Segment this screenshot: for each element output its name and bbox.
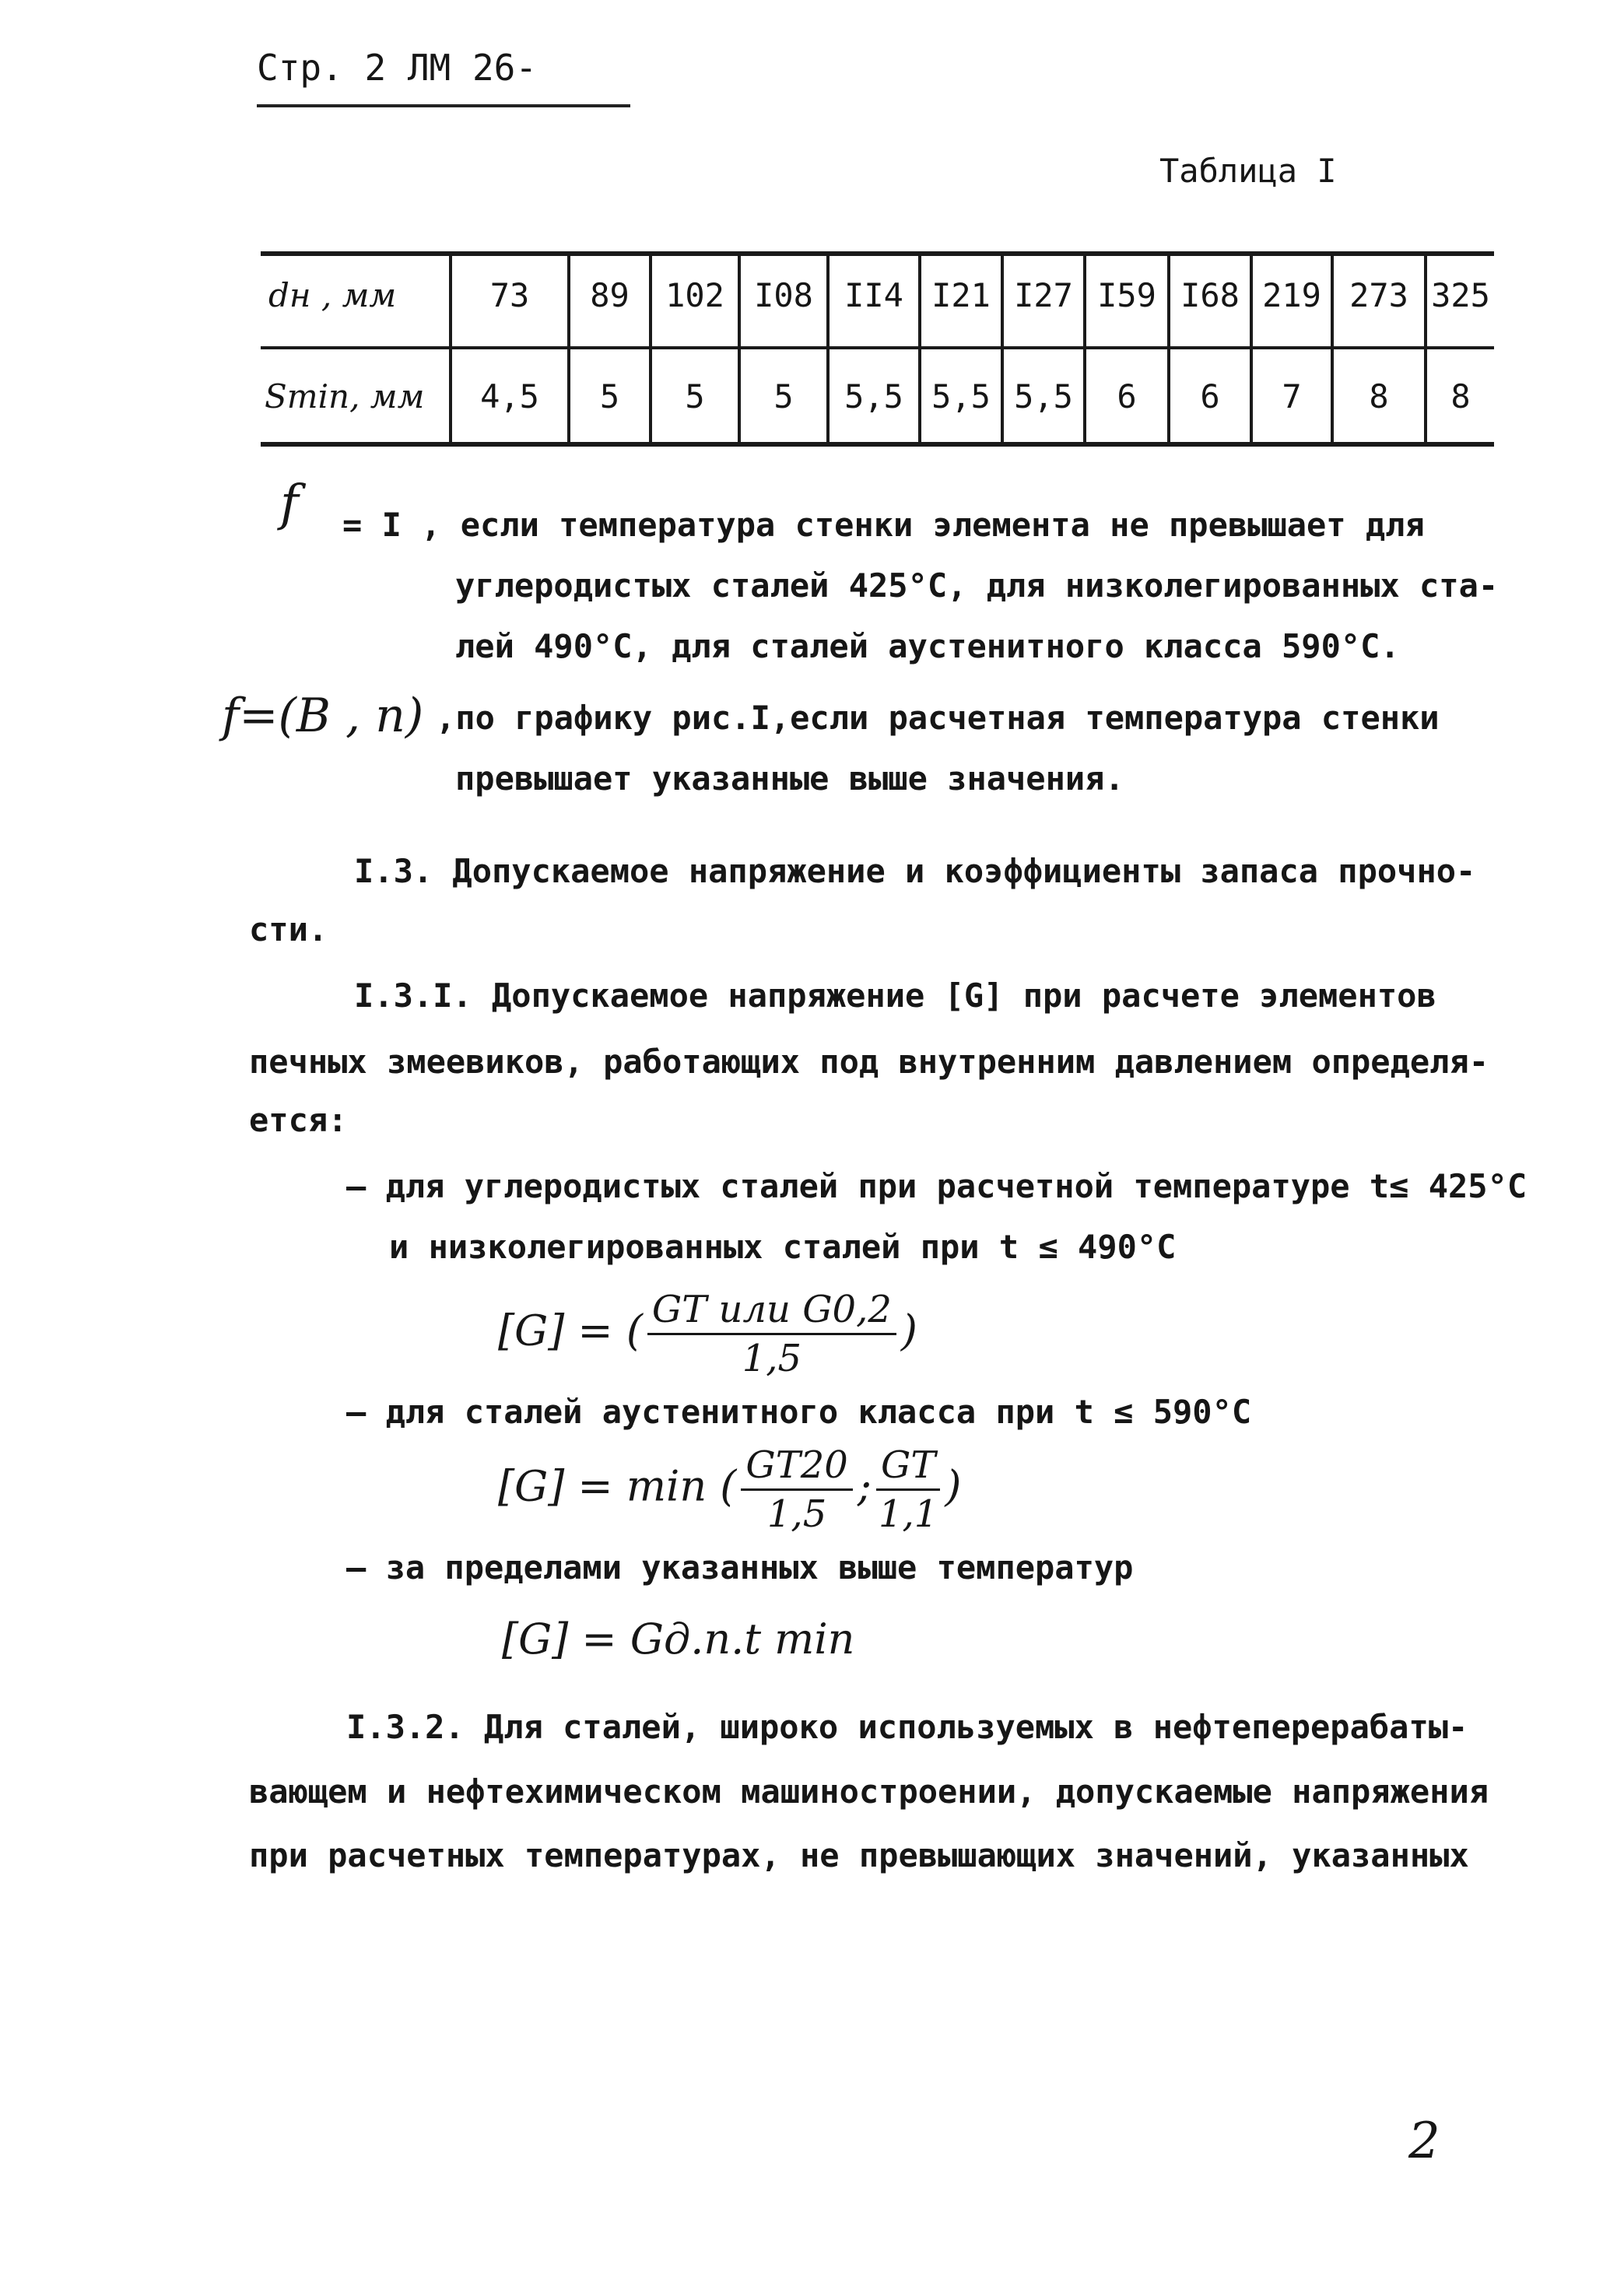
section-1-3-heading-cont: сти.	[249, 910, 328, 948]
section-1-3-1-line-3: ется:	[249, 1101, 348, 1139]
bullet-carbon-steels-cont: и низколегированных сталей при t ≤ 490°С	[389, 1228, 1177, 1266]
f-def-line-3: лей 490°С, для сталей аустенитного класса 590°С.	[455, 627, 1400, 665]
header-underline	[257, 104, 630, 107]
fraction: $\frac{GT}{1,1}$	[876, 1443, 940, 1536]
table-cell: I27	[1014, 276, 1073, 314]
table-caption: Таблица I	[1159, 152, 1337, 190]
bullet-carbon-steels: – для углеродистых сталей при расчетной температуре t≤ 425°С	[346, 1167, 1528, 1205]
page-header: Стр. 2 ЛМ 26-	[257, 47, 538, 89]
table-cell: I68	[1180, 276, 1240, 314]
table-cell: 8	[1369, 377, 1389, 415]
table-cell: 89	[590, 276, 630, 314]
bullet-austenitic-steels: – для сталей аустенитного класса при t ≤ 590°С	[346, 1393, 1252, 1431]
section-1-3-1-line-1: I.3.I. Допускаемое напряжение [G] при расчете элементов	[354, 976, 1436, 1015]
section-1-3-2-line-1: I.3.2. Для сталей, широко используемых в нефтеперерабаты-	[346, 1708, 1468, 1746]
table-cell: 4,5	[480, 377, 539, 415]
bullet-outside-temperatures: – за пределами указанных выше температур	[346, 1548, 1134, 1587]
table-cell: 102	[665, 276, 724, 314]
fraction: $\frac{GT20}{1,5}$	[741, 1443, 852, 1536]
table-cell: 219	[1262, 276, 1321, 314]
table-middle-rule	[261, 346, 1494, 349]
f-formula-symbol: f=(B , n)	[222, 689, 424, 743]
row-label-diameter: dн , мм	[268, 276, 397, 314]
table-cell: 8	[1450, 377, 1471, 415]
table-bottom-rule	[261, 442, 1494, 447]
f-def-line-5: превышает указанные выше значения.	[455, 759, 1124, 798]
table-cell: 5,5	[931, 377, 991, 415]
table-cell: 7	[1282, 377, 1302, 415]
formula-allowable-stress-1: [G] = ( $\frac{\text{GT или G0,2}}{1,5}$ )	[498, 1288, 917, 1380]
table-cell: 5,5	[1014, 377, 1073, 415]
section-1-3-1-line-2: печных змеевиков, работающих под внутренним давлением определя-	[249, 1043, 1489, 1081]
table-cell: I59	[1097, 276, 1156, 314]
table-cell: I21	[931, 276, 991, 314]
f-symbol: f	[280, 475, 299, 532]
table-cell: 6	[1117, 377, 1137, 415]
table-top-rule	[261, 251, 1494, 256]
table-cell: I08	[754, 276, 813, 314]
f-def-line-2: углеродистых сталей 425°С, для низколегированных ста-	[455, 566, 1499, 605]
section-1-3-2-line-2: вающем и нефтехимическом машиностроении, допускаемые напряжения	[249, 1772, 1489, 1811]
f-def-line-4: ,по графику рис.I,если расчетная температура стенки	[436, 699, 1440, 737]
page-number: 2	[1408, 2112, 1440, 2170]
table-cell: 5,5	[844, 377, 903, 415]
table-cell: 6	[1200, 377, 1220, 415]
table-cell: 5	[773, 377, 794, 415]
table-cell: 325	[1431, 276, 1490, 314]
table-cell: II4	[844, 276, 903, 314]
table-cell: 5	[685, 377, 705, 415]
row-label-min-thickness: Smin, мм	[265, 377, 425, 415]
table-cell: 273	[1349, 276, 1408, 314]
table-cell: 73	[489, 276, 530, 314]
f-def-line-1: = I , если температура стенки элемента не превышает для	[342, 506, 1425, 544]
section-1-3-2-line-3: при расчетных температурах, не превышающих значений, указанных	[249, 1836, 1469, 1874]
formula-allowable-stress-3: [G] = Gд.п.t min	[502, 1615, 855, 1664]
section-1-3-heading: I.3. Допускаемое напряжение и коэффициенты запаса прочно-	[354, 852, 1476, 890]
fraction: $\frac{\text{GT или G0,2}}{1,5}$	[647, 1288, 896, 1380]
formula-allowable-stress-2: [G] = min ( $\frac{GT20}{1,5}$ ; $\frac{GT}{1,1}$ )	[498, 1443, 962, 1536]
table-cell: 5	[599, 377, 620, 415]
